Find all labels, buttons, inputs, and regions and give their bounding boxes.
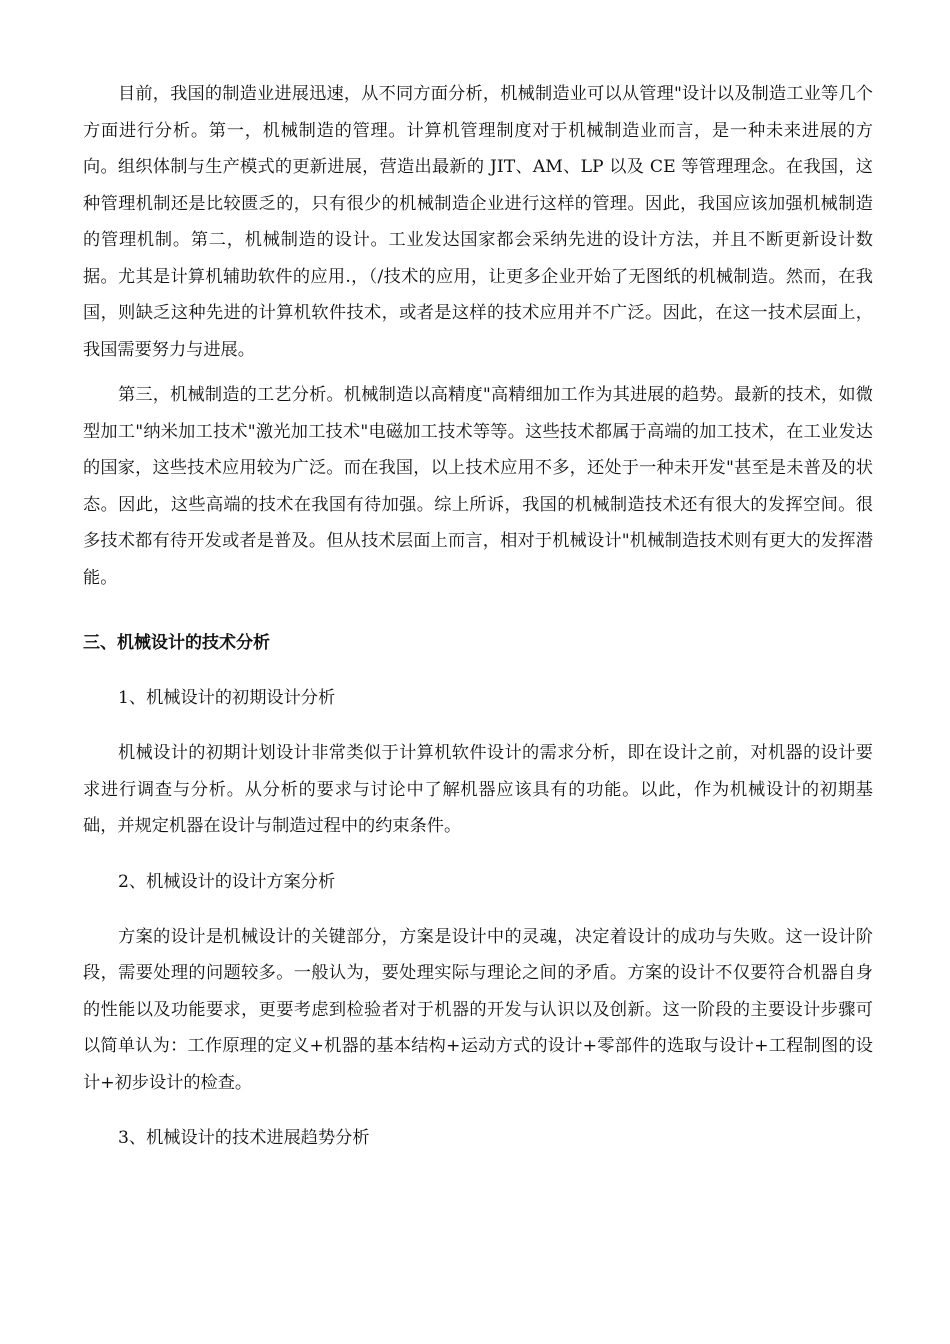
section-heading: 三、机械设计的技术分析 bbox=[83, 633, 270, 653]
subheading-technology-trend: 3、机械设计的技术进展趋势分析 bbox=[118, 1128, 370, 1148]
paragraph-initial-design: 机械设计的初期计划设计非常类似于计算机软件设计的需求分析，即在设计之前，对机器的设计要求进行调查与分析。从分析的要求与讨论中了解机器应该具有的功能。以此，作为机械设计的初期基础，并规定机器在设计与制造过程中的约束条件。 bbox=[83, 743, 873, 836]
subheading-initial-design: 1、机械设计的初期设计分析 bbox=[118, 688, 336, 708]
subheading-design-scheme: 2、机械设计的设计方案分析 bbox=[118, 871, 336, 892]
paragraph-design-scheme: 方案的设计是机械设计的关键部分，方案是设计中的灵魂，决定着设计的成功与失败。这一设计阶段，需要处理的问题较多。一般认为，要处理实际与理论之间的矛盾。方案的设计不仅要符合机器自身的性能以及功能要求，更要考虑到检验者对于机器的开发与认识以及创新。这一阶段的主要设计步骤可以简单认为：工作原理的定义+机器的基本结构+运动方式的设计+零部件的选取与设计+工程制图的设计+初步设计的检查。 bbox=[83, 926, 873, 1093]
document-body bbox=[83, 76, 873, 1156]
paragraph-process-analysis: 第三，机械制造的工艺分析。机械制造以高精度"高精细加工作为其进展的趋势。最新的技术，如微型加工"纳米加工技术"激光加工技术"电磁加工技术等等。这些技术都属于高端的加工技术，在工业发达的国家，这些技术应用较为广泛。而在我国，以上技术应用不多，还处于一种未开发"甚至是未普及的状态。因此，这些高端的技术在我国有待加强。综上所诉，我国的机械制造技术还有很大的发挥空间。很多技术都有待开发或者是普及。但从技术层面上而言，相对于机械设计"机械制造技术则有更大的发挥潜能。 bbox=[83, 385, 873, 588]
paragraph-manufacturing-overview: 目前，我国的制造业进展迅速，从不同方面分析，机械制造业可以从管理"设计以及制造工业等几个方面进行分析。第一，机械制造的管理。计算机管理制度对于机械制造业而言，是一种未来进展的方向。组织体制与生产模式的更新进展，营造出最新的 JIT、AM、LP 以及 CE 等管理理念。在我国，这种管理机制还是比较匮乏的，只有很少的机械制造企业进行这样的管理。因此，我国应该加强机械制造的管理机制。第二，机械制造的设计。工业发达国家都会采纳先进的设计方法，并且不断更新设计数据。尤其是计算机辅助软件的应用.，（/技术的应用，让更多企业开始了无图纸的机械制造。然而，在我国，则缺乏这种先进的计算机软件技术，或者是这样的技术应用并不广泛。因此，在这一技术层面上，我国需要努力与进展。 bbox=[83, 84, 873, 360]
